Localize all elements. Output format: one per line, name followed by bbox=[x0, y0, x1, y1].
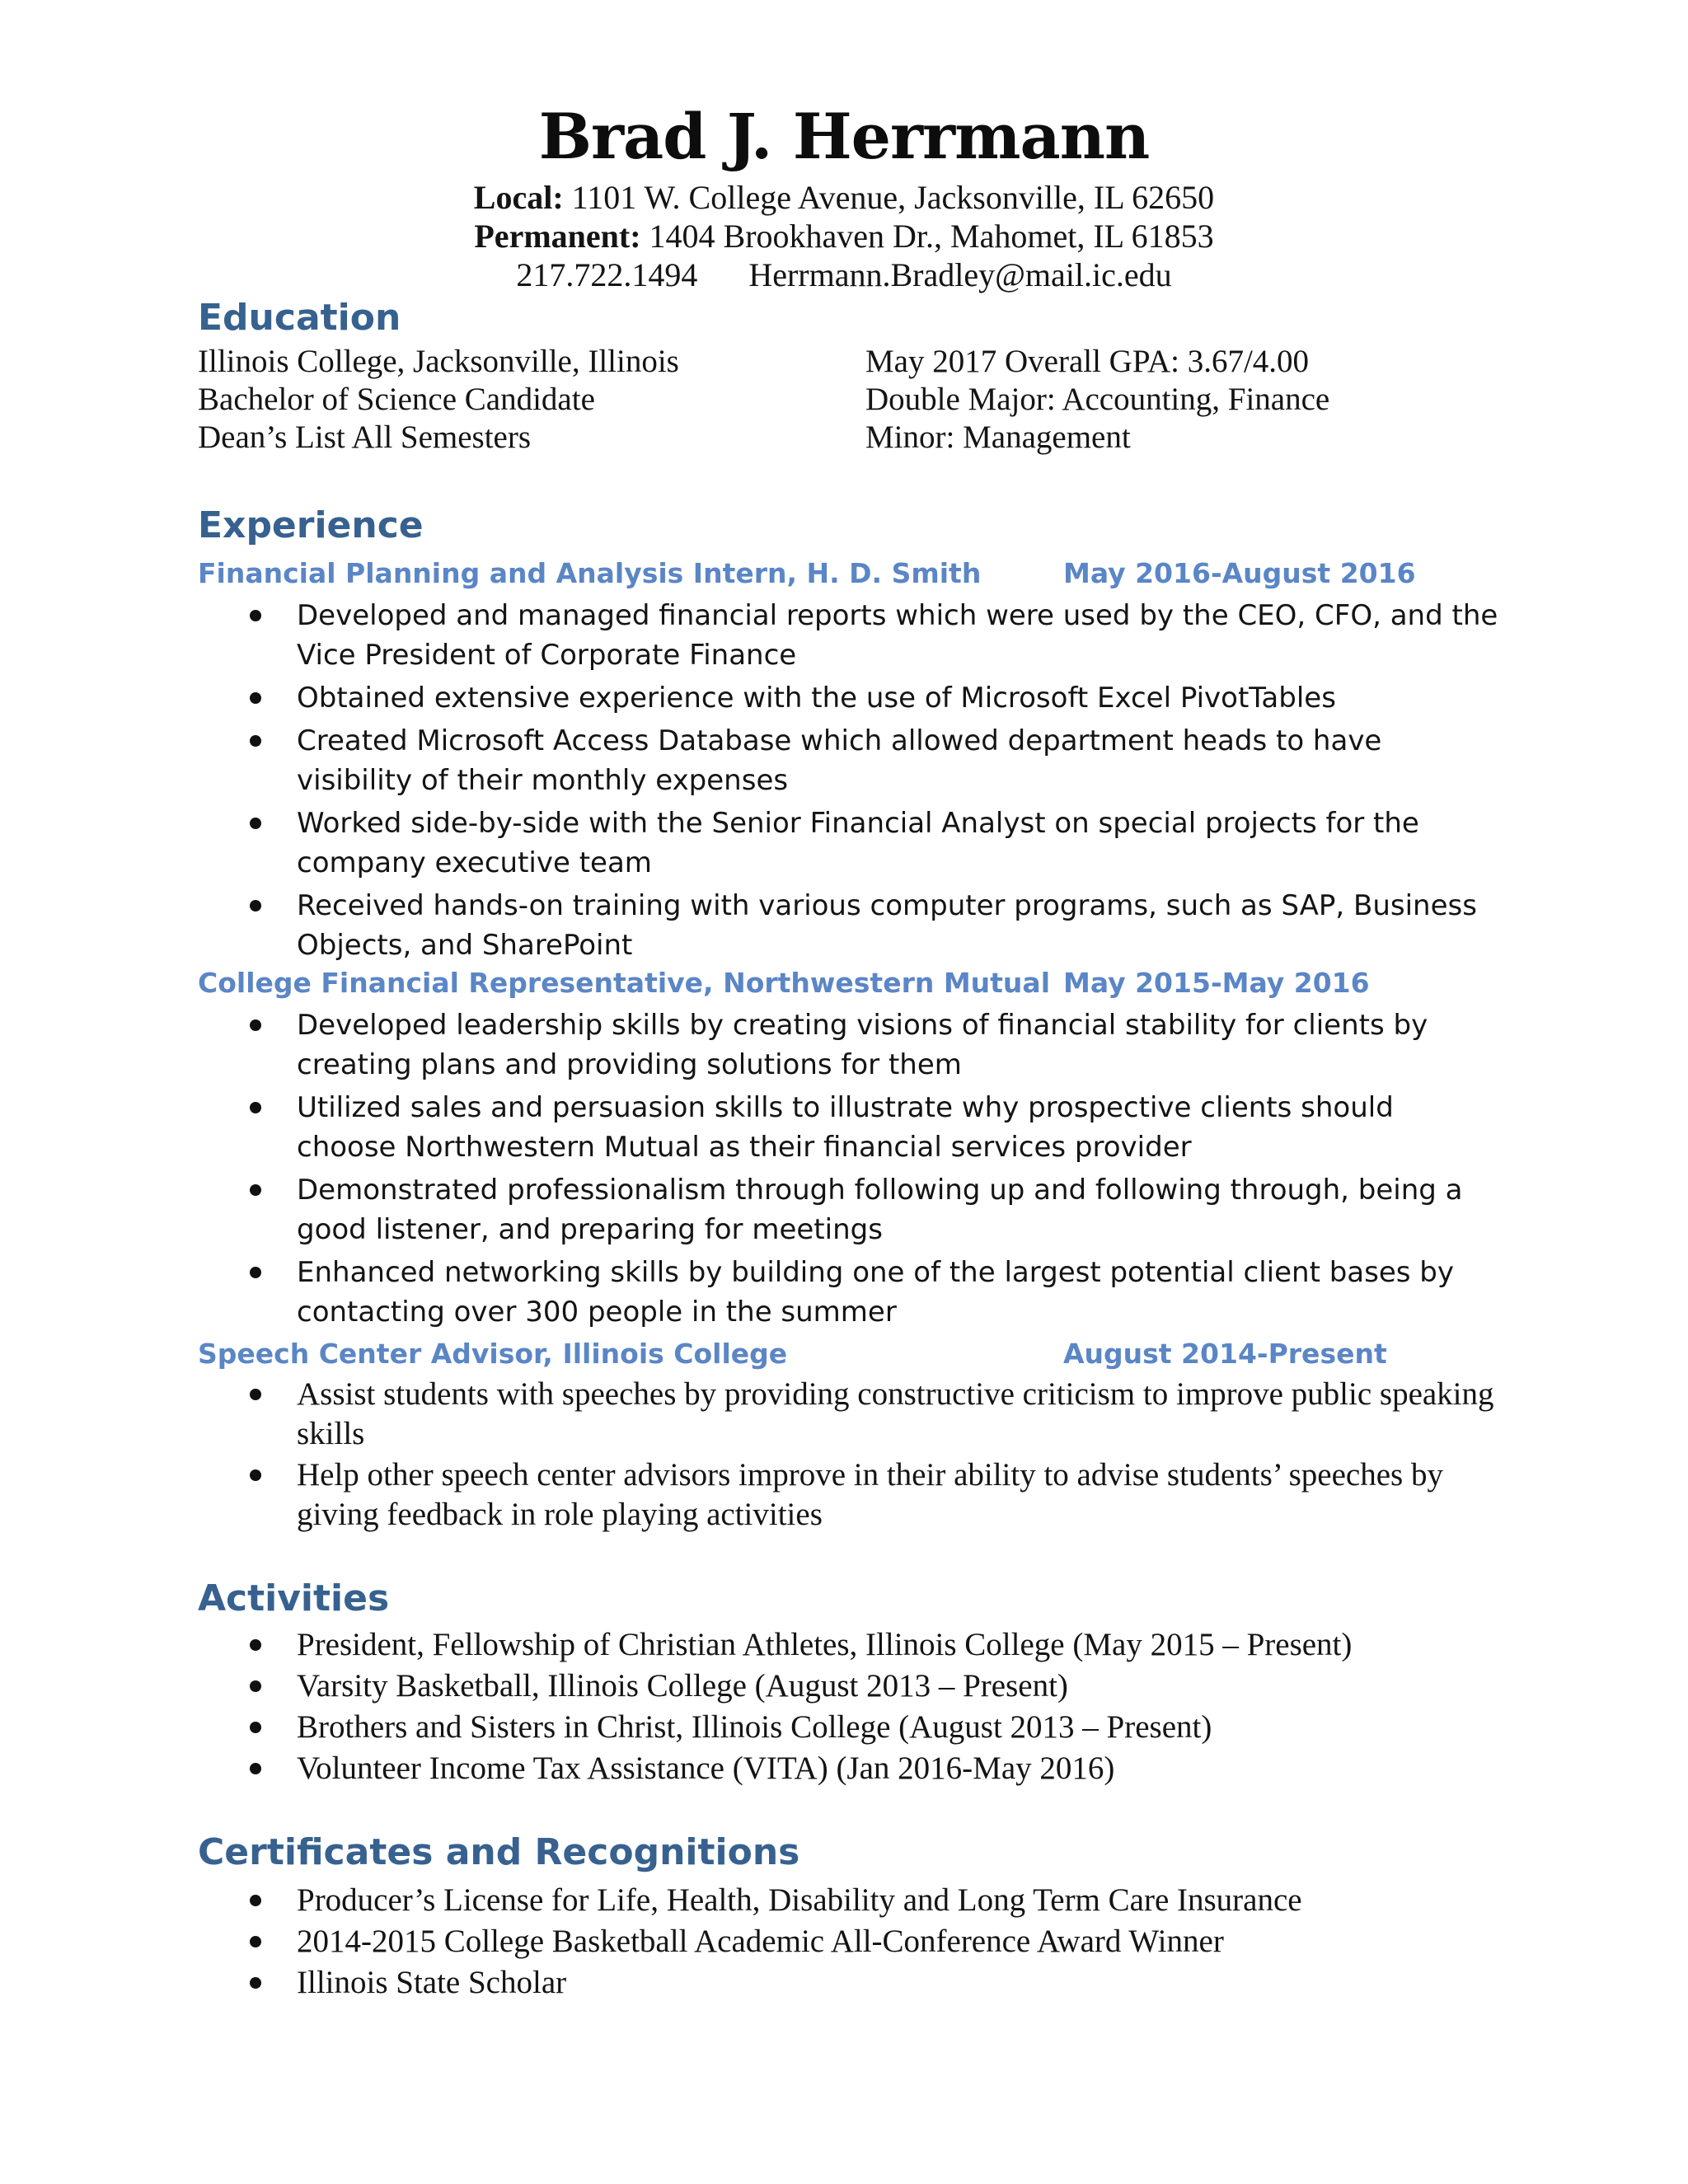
education-school: Illinois College, Jacksonville, Illinois bbox=[198, 344, 679, 379]
bullet-icon bbox=[250, 1389, 261, 1400]
education-major: Double Major: Accounting, Finance bbox=[865, 382, 1330, 417]
list-item: Created Microsoft Access Database which allowed department heads to have visibility of their monthly expenses bbox=[198, 721, 1500, 800]
candidate-name: Brad J. Herrmann bbox=[538, 100, 1150, 173]
education-row bbox=[198, 381, 1434, 419]
local-label: Local: bbox=[473, 179, 564, 216]
list-item: Enhanced networking skills by building one of the largest potential client bases by contacting over 300 people in the summer bbox=[198, 1253, 1500, 1332]
list-item: Producer’s License for Life, Health, Disability and Long Term Care Insurance bbox=[198, 1881, 1500, 1920]
job-bullets-speech-center-advisor bbox=[198, 1375, 1500, 1536]
education-section bbox=[198, 343, 1434, 457]
activities-heading: Activities bbox=[198, 1577, 390, 1619]
local-address: 1101 W. College Avenue, Jacksonville, IL 62650 bbox=[571, 179, 1215, 216]
permanent-address-line bbox=[0, 217, 1688, 255]
job-dates: May 2016-August 2016 bbox=[1063, 557, 1416, 589]
bullet-icon bbox=[250, 1936, 261, 1947]
list-item: Varsity Basketball, Illinois College (August 2013 – Present) bbox=[198, 1666, 1500, 1706]
experience-heading: Experience bbox=[198, 504, 424, 546]
list-item: Developed and managed financial reports which were used by the CEO, CFO, and the Vice President of Corporate Finance bbox=[198, 596, 1500, 675]
bullet-icon bbox=[250, 1977, 261, 1989]
job-role: College Financial Representative, Northwestern Mutual bbox=[198, 967, 1051, 999]
job-bullets-college-financial-rep bbox=[198, 1005, 1500, 1335]
bullet-icon bbox=[250, 1680, 261, 1692]
bullet-icon bbox=[250, 735, 261, 747]
list-item: Help other speech center advisors improve in their ability to advise students’ speeches by giving feedback in role playing activities bbox=[198, 1455, 1500, 1535]
bullet-icon bbox=[250, 1019, 261, 1031]
certificates-list bbox=[198, 1881, 1500, 2004]
email-address: Herrmann.Bradley@mail.ic.edu bbox=[748, 256, 1172, 293]
bullet-icon bbox=[250, 1722, 261, 1733]
resume-header bbox=[0, 96, 1688, 294]
education-minor: Minor: Management bbox=[865, 419, 1131, 455]
education-degree: Bachelor of Science Candidate bbox=[198, 382, 595, 417]
job-bullets-fpa-intern bbox=[198, 596, 1500, 968]
education-gpa: May 2017 Overall GPA: 3.67/4.00 bbox=[865, 344, 1310, 379]
job-title-fpa-intern bbox=[198, 555, 1467, 593]
job-dates: May 2015-May 2016 bbox=[1063, 967, 1370, 999]
bullet-icon bbox=[250, 1267, 261, 1278]
permanent-address: 1404 Brookhaven Dr., Mahomet, IL 61853 bbox=[649, 218, 1214, 255]
job-title-college-financial-rep bbox=[198, 964, 1467, 1002]
list-item: Obtained extensive experience with the use of Microsoft Excel PivotTables bbox=[198, 678, 1500, 718]
certificates-heading: Certificates and Recognitions bbox=[198, 1831, 800, 1873]
permanent-label: Permanent: bbox=[474, 218, 641, 255]
list-item: Worked side-by-side with the Senior Financial Analyst on special projects for the company executive team bbox=[198, 804, 1500, 883]
phone-number: 217.722.1494 bbox=[516, 256, 698, 293]
bullet-icon bbox=[250, 1763, 261, 1774]
list-item: Assist students with speeches by providing constructive criticism to improve public speaking skills bbox=[198, 1375, 1500, 1454]
bullet-icon bbox=[250, 1102, 261, 1113]
list-item: Brothers and Sisters in Christ, Illinois College (August 2013 – Present) bbox=[198, 1708, 1500, 1747]
bullet-icon bbox=[250, 1469, 261, 1481]
bullet-icon bbox=[250, 900, 261, 912]
list-item: Utilized sales and persuasion skills to illustrate why prospective clients should choose Northwestern Mutual as their financial services provider bbox=[198, 1088, 1500, 1167]
phone-email-line bbox=[0, 255, 1688, 294]
list-item: 2014-2015 College Basketball Academic All-Conference Award Winner bbox=[198, 1922, 1500, 1961]
list-item: Received hands-on training with various computer programs, such as SAP, Business Objects, and SharePoint bbox=[198, 886, 1500, 965]
list-item: President, Fellowship of Christian Athletes, Illinois College (May 2015 – Present) bbox=[198, 1625, 1500, 1665]
list-item: Illinois State Scholar bbox=[198, 1963, 1500, 2003]
education-row bbox=[198, 343, 1434, 381]
bullet-icon bbox=[250, 1639, 261, 1651]
bullet-icon bbox=[250, 610, 261, 621]
job-dates: August 2014-Present bbox=[1063, 1338, 1387, 1370]
list-item: Volunteer Income Tax Assistance (VITA) (Jan 2016-May 2016) bbox=[198, 1749, 1500, 1788]
activities-list bbox=[198, 1625, 1500, 1790]
list-item: Developed leadership skills by creating visions of financial stability for clients by creating plans and providing solutions for them bbox=[198, 1005, 1500, 1085]
education-heading: Education bbox=[198, 297, 401, 339]
job-role: Speech Center Advisor, Illinois College bbox=[198, 1338, 788, 1370]
job-role: Financial Planning and Analysis Intern, H. D. Smith bbox=[198, 557, 982, 589]
job-title-speech-center-advisor bbox=[198, 1335, 1467, 1373]
bullet-icon bbox=[250, 1184, 261, 1196]
education-honors: Dean’s List All Semesters bbox=[198, 419, 532, 455]
list-item: Demonstrated professionalism through following up and following through, being a good listener, and preparing for meetings bbox=[198, 1170, 1500, 1249]
local-address-line bbox=[0, 178, 1688, 217]
education-row bbox=[198, 419, 1434, 457]
bullet-icon bbox=[250, 1895, 261, 1906]
bullet-icon bbox=[250, 818, 261, 829]
bullet-icon bbox=[250, 692, 261, 704]
